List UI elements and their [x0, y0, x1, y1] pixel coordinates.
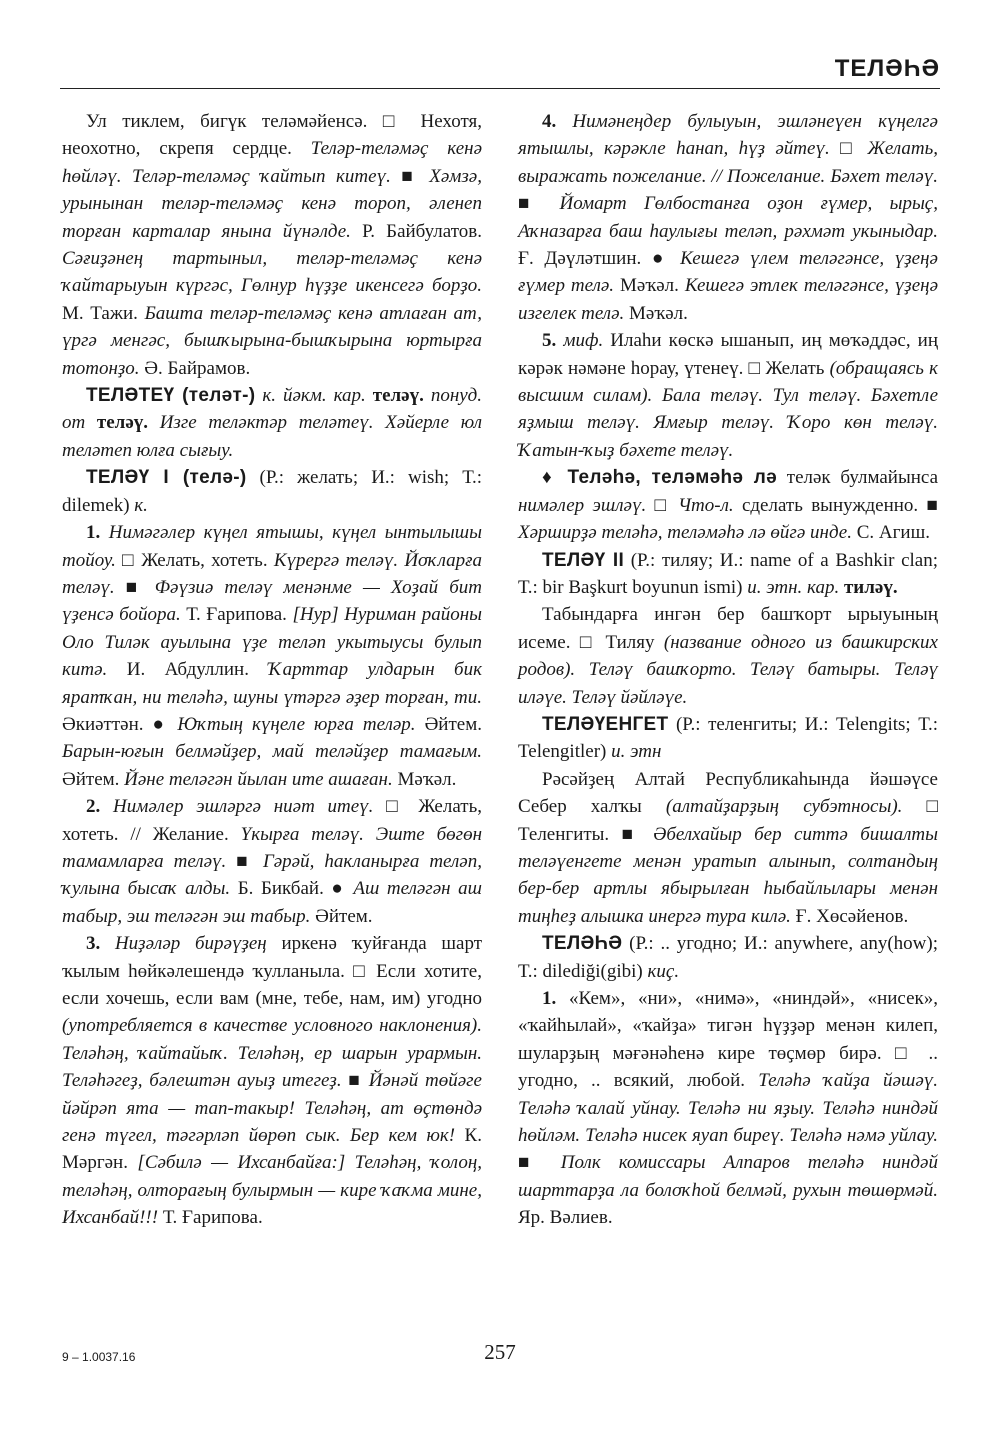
right-column: [518, 108, 938, 1232]
entry-continuation: Ул тиклем, бигүк теләмәйенсә. □ Нехотя, неохотно, скрепя сердце. Теләр-теләмәҫ кенә һөйләү. Теләр-теләмәҫ ҡайтып китеү. ■ Хәмзә, урынынан теләр-теләмәҫ кенә тороп, әленеп торған карталар янына йүнәлде. Р. Байбулатов. Сәғиҙәнең тартыныл, теләр-теләмәҫ кенә ҡайтарыуын күргәс, Гөлнур һүҙҙе икенсегә борҙо. М. Тажи. Башта теләр-теләмәҫ кенә атлаған ат, үргә менгәс, бышҡырына-бышҡырына юртырға тотонҙо. Ә. Байрамов.: [62, 111, 483, 379]
headword: ТЕЛӘҮ II: [542, 549, 625, 571]
entry-teleheh: ТЕЛӘҺӘ (Р.: .. угодно; И.: anywhere, any(how); Т.: dilediği(gibi) киҫ.: [518, 933, 938, 982]
page-number: 257: [484, 1340, 516, 1364]
headword: ТЕЛӘҮ I (телә-): [86, 467, 247, 489]
entry-teleu-1: ТЕЛӘҮ I (телә-) (Р.: желать; И.: wish; Т.: dilemek) к.: [62, 467, 482, 516]
headword: ТЕЛӘҺӘ: [542, 933, 623, 955]
sense-3: 3. Ниҙәләр бирәүҙең иркенә ҡуйғанда шарт ҡылым һөйкәлешендә ҡулланыла. □ Если хотите, если хочешь, если вам (мне, тебе, нам, им) угодно (употребляется в качестве условного наклонения). Теләһәң, ҡайтайыҡ. Теләһәң, ер шарын урармын. Теләһәгеҙ, бәлештән ауыҙ итегеҙ. ■ Йәнәй төйәге йәйрәп ята — тап-такыр! Теләһәң, ат өҫтөндә генә түгел, тәгәрләп йөрөп сык. Бер кем юк! К. Мәргән. [Сәбилә — Ихсанбайға:] Теләһәң, ҡолоң, теләһәң, олторағың булырмын — кире ҡаҡма мине, Ихсанбай!!! Т. Ғарипова.: [62, 933, 483, 1229]
running-header: ТЕЛӘҺӘ: [834, 55, 940, 82]
sense-teleheh-1: 1. «Кем», «ни», «нимә», «ниндәй», «нисек», «ҡайһылай», «ҡайҙа» тигән һүҙҙәр менән килеп, шуларҙың мәғәнәһенә кире төҫмөр бирә. □ .. угодно, .. всякий, любой. Теләһә ҡайҙа йәшәү. Теләһә ҡалай уйнау. Теләһә ни яҙыу. Теләһә ниндәй һөйләм. Теләһә нисек яуап биреү. Теләһә нәмә уйлау. ■ Полк комиссары Алпаров теләһә ниндәй шарттарҙа ла болоҡһой белмәй, рухын төшөрмәй. Яр. Вәлиев.: [518, 988, 938, 1229]
left-column: [62, 108, 482, 1232]
entry-teleu-2-definition: Табындарға ингән бер башҡорт ырыуының исеме. □ Тиляу (название одного из башкирских родов). Теләү башҡорто. Теләү батыры. Теләү иләүе. Теләү йәйләүе.: [518, 604, 938, 708]
headword: ТЕЛӘТЕҮ (теләт-): [86, 385, 256, 407]
entry-teloteu: ТЕЛӘТЕҮ (теләт-) к. йәкм. кар. теләү. понуд. от теләү. Изге теләктәр теләтеү. Хәйерле юл теләтеп юлға сығыу.: [62, 385, 482, 461]
entry-teleuenget: ТЕЛӘҮЕНГЕТ (Р.: теленгиты; И.: Telengits; Т.: Telengitler) и. этн: [518, 713, 938, 763]
idiom-entry: ♦ Теләһә, теләмәһә лә теләк булмайынса нимәлер эшләү. □ Что-л. сделать вынужденно. ■ Хәрширҙә теләһә, теләмәһә лә өйгә инде. С. Агиш.: [518, 467, 938, 544]
sense-1: 1. Нимәгәлер күңел ятышы, күңел ынтылышы тойоу. □ Желать, хотеть. Күрергә теләү. Йоҡларға теләү. ■ Фәүзиә теләү менәнме — Хоҙай бит үҙенсә бойора. Т. Ғарипова. [Нур] Нуриман районы Оло Тиләк ауылына үҙе теләп укытыусы булып китә. И. Абдуллин. Ҡарттар улдарын бик яратҡан, ни теләһә, шуны үтәргә әҙер торған, ти. Әкиәттән. ● Юҡтың күңеле юрға теләр. Әйтем. Барын-юғын белмәйҙер, май теләйҙер тамағым. Әйтем. Йәне теләгән йылан ите ашаған. Мәҡәл.: [62, 522, 483, 790]
entry-teleuenget-definition: Рәсәйҙең Алтай Республикаһында йәшәүсе Себер халҡы (алтайҙарҙың субэтносы). □ Теленгиты. ■ Әбелхайыр бер ситтә бишалты теләүенгете менән уратып алынып, солтандың бер-бер артлы ябырылған һыбайлылары менән тиңһеҙ алышка инергә тура килә. Ғ. Хөсәйенов.: [518, 768, 938, 927]
entry-teleu-2: ТЕЛӘҮ II (Р.: тиляу; И.: name of a Bashkir clan; Т.: bir Başkurt boyunun ismi) и. этн. кар. тиләү.: [518, 549, 939, 598]
header-rule: [60, 88, 940, 89]
sense-2: 2. Нимәлер эшләргә ниәт итеү. □ Желать, хотеть. // Желание. Үкырға теләү. Эште бөгөн тамамларға теләү. ■ Гәрәй, һакланырға теләп, ҡулына бысаҡ алды. Б. Бикбай. ● Аш теләгән аш табыр, эш теләгән эш табыр. Әйтем.: [62, 796, 482, 927]
printer-signature: 9 – 1.0037.16: [62, 1350, 136, 1364]
headword: ТЕЛӘҮЕНГЕТ: [542, 713, 669, 735]
sense-5: 5. миф. Илаһи көскә ышанып, иң мөҡәддәс, иң кәрәк нәмәне һорау, үтенеү. □ Желать (обращаясь к высшим силам). Бала теләү. Тул теләү. Бәхетле яҙмыш теләү. Ямғыр теләү. Ҡоро көн теләү. Ҡатын-ҡыҙ бәхете теләү.: [518, 330, 939, 461]
sense-4: 4. Нимәнеңдер булыуын, эшләнеүен күңелгә ятышлы, кәрәкле һанап, һүҙ әйтеү. □ Желать, выражать пожелание. // Пожелание. Бәхет теләү. ■ Йомарт Гөлбостанға оҙон ғүмер, ырыҫ, Аҡназарға баш һаулығы теләп, рәхмәт укыныдар. Ғ. Дәүләтшин. ● Кешегә үлем теләгәнсе, үҙеңә ғүмер телә. Мәҡәл. Кешегә этлек теләгәнсе, үҙеңә изгелек телә. Мәҡәл.: [518, 111, 938, 324]
